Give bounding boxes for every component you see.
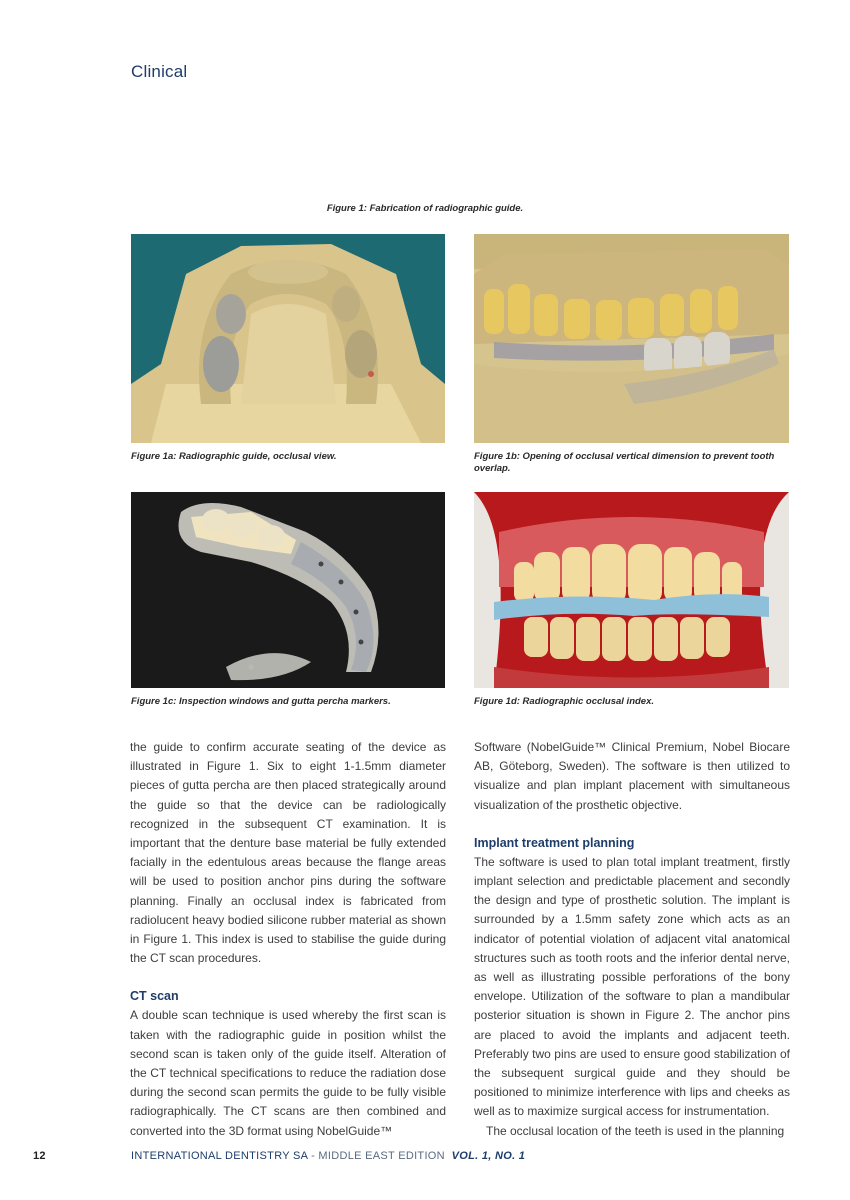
figure-1b-caption: Figure 1b: Opening of occlusal vertical dimension to prevent tooth overlap. — [474, 451, 775, 474]
journal-edition: - MIDDLE EAST EDITION — [307, 1150, 445, 1162]
figure-1c-photo — [131, 492, 445, 688]
figure-caption: Figure 1: Fabrication of radiographic guide. — [326, 203, 524, 214]
right-paragraph-3: The occlusal location of the teeth is used in the planning — [486, 1123, 785, 1138]
journal-name: INTERNATIONAL DENTISTRY SA — [131, 1150, 308, 1162]
page-number: 12 — [33, 1150, 46, 1162]
figure-1b-photo — [474, 234, 789, 443]
page-footer — [0, 1150, 850, 1166]
right-paragraph-1: Software (NobelGuide™ Clinical Premium, Nobel Biocare AB, Göteborg, Sweden). The software is then utilized to visualize and plan implant placement with simultaneous visualization of the prosthetic objective. — [474, 740, 790, 812]
heading-ct-scan: CT scan — [130, 989, 179, 1004]
figure-1a-caption: Figure 1a: Radiographic guide, occlusal view. — [131, 451, 337, 462]
figure-1d-caption: Figure 1d: Radiographic occlusal index. — [474, 696, 655, 707]
journal-volume: VOL. 1, NO. 1 — [451, 1150, 526, 1162]
left-column — [130, 738, 446, 1141]
section-label: Clinical — [131, 62, 188, 81]
right-paragraph-2: The software is used to plan total implant treatment, firstly implant selection and predictable placement and secondly the design and type of prosthetic solution. The implant is surrounded by a 1.5mm safety zone which acts as an indicator of potential violation of adjacent vital anatomical structures such as tooth roots and the inferior dental nerve, as well as illustrating possible perforations of the bony envelope. Utilization of the software to plan a mandibular posterior situation is shown in Figure 2. The anchor pins are placed to avoid the implants and adjacent teeth. Preferably two pins are used to ensure good stabilization of the subsequent surgical guide and they should be positioned to minimize interference with lips and cheeks as well as to maximize surgical access for instrumentation. — [474, 854, 790, 1119]
journal-title — [131, 1150, 525, 1162]
right-column — [474, 738, 790, 1141]
left-paragraph-2: A double scan technique is used whereby the first scan is taken with the radiographic guide in position whilst the second scan is taken only of the guide itself. Alteration of the CT technical specifications to reduce the radiation dose during the second scan permits the guide to be fully visible radiographically. The CT scans are then combined and converted into the 3D format using NobelGuide™ — [130, 1008, 446, 1138]
figure-1c-caption: Figure 1c: Inspection windows and gutta percha markers. — [131, 696, 391, 707]
figure-1d-photo — [474, 492, 789, 688]
heading-implant-planning: Implant treatment planning — [474, 835, 635, 850]
figure-1a-photo — [131, 234, 445, 443]
left-paragraph-1: the guide to confirm accurate seating of the device as illustrated in Figure 1. Six to eight 1-1.5mm diameter pieces of gutta percha are then placed strategically around the guide so that the device can be radiologically recognized in the subsequent CT examination. It is important that the denture base material be fully extended facially in the edentulous areas because the flange areas will be used to position anchor pins during the software planning. Finally an occlusal index is fabricated from radiolucent heavy bodied silicone rubber material as shown in Figure 1. This index is used to stabilise the guide during the CT scan procedures. — [130, 740, 446, 966]
